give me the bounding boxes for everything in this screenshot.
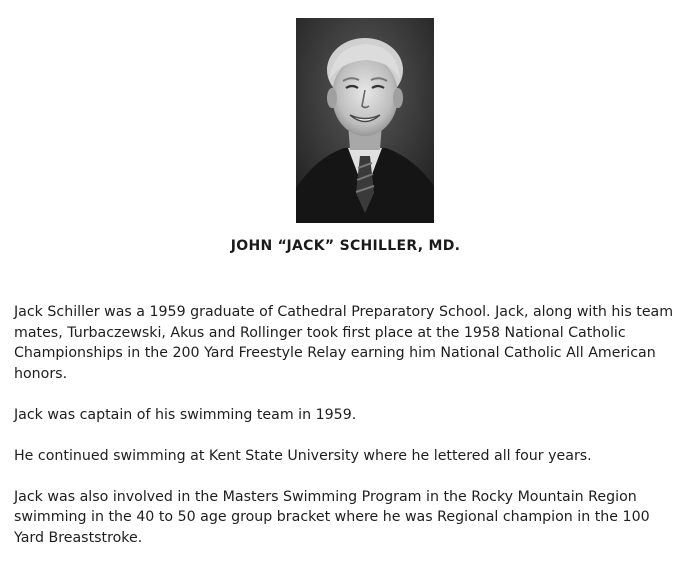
bio-paragraph: Jack was also involved in the Masters Swimming Program in the Rocky Mountain Region swimming in the 40 to 50 age group bracket where he was Regional champion in the 100 Yard Breaststroke. (14, 488, 650, 546)
bio-paragraph: He continued swimming at Kent State University where he lettered all four years. (14, 447, 592, 464)
biography (14, 302, 684, 548)
person-name: JOHN “JACK” SCHILLER, MD. (230, 238, 461, 254)
bio-paragraph: Jack was captain of his swimming team in 1959. (14, 406, 357, 423)
bio-paragraph: Jack Schiller was a 1959 graduate of Cathedral Preparatory School. Jack, along with his team mates, Turbaczewski, Akus and Rollinger took first place at the 1958 National Catholic Championships in the 200 Yard Freestyle Relay earning him National Catholic All American honors. (14, 304, 674, 382)
portrait-illustration (296, 18, 434, 223)
portrait-photo (296, 18, 434, 223)
